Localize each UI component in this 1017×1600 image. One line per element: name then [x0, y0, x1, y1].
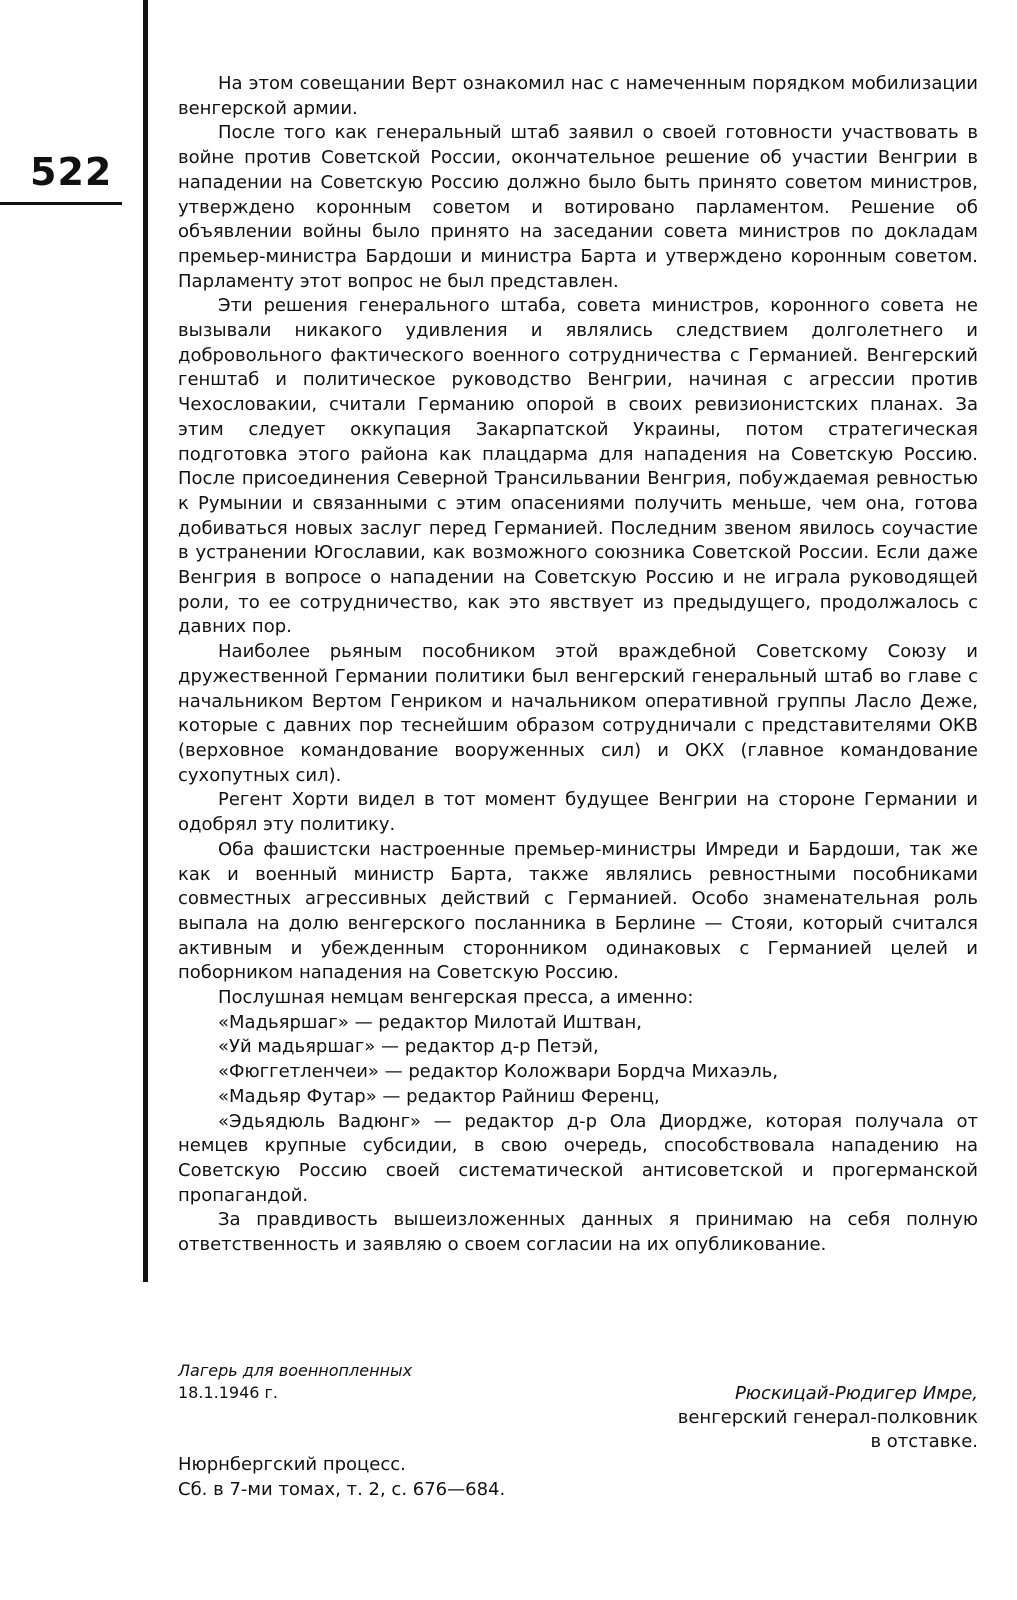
press-list-item: «Мадьяршаг» — редактор Милотай Иштван, [218, 1011, 643, 1033]
document-body [178, 72, 978, 1258]
margin-rule [143, 0, 148, 1282]
press-intro: Послушная немцам венгерская пресса, а именно: [218, 987, 694, 1009]
press-list-item: «Фюггетленчеи» — редактор Коложвари Бордча Михаэль, [218, 1061, 779, 1083]
paragraph: Оба фашистски настроенные премьер-министры Имреди и Бардоши, так же как и военный министр Барта, также являлись ревностными пособниками совместных агрессивных действий с Германией. Особо знаменательная роль выпала на долю венгерского посланника в Берлине — Стояи, который считался активным и убежденным сторонником одинаковых с Германией целей и поборником нападения на Советскую Россию. [178, 838, 978, 984]
place: Лагерь для военнопленных [178, 1361, 413, 1380]
source-line-1: Нюрнбергский процесс. [178, 1454, 406, 1475]
source-citation [178, 1452, 778, 1502]
paragraph: Наиболее рьяным пособником этой враждебной Советскому Союзу и дружественной Германии политики был венгерский генеральный штаб во главе с начальником Вертом Генриком и начальником оперативной группы Ласло Деже, которые с давних пор теснейшим образом сотрудничали с представителями ОКВ (верховное командование вооруженных сил) и ОКХ (главное командование сухопутных сил). [178, 641, 978, 786]
page-number-underline [0, 202, 122, 205]
signature-rank: венгерский генерал-полковник [677, 1407, 978, 1428]
paragraph: После того как генеральный штаб заявил о своей готовности участвовать в войне против Советской России, окончательное решение об участии Венгрии в нападении на Советскую Россию должно было быть принято советом министров, утверждено коронным советом и вотировано парламентом. Решение об объявлении войны было принято на заседании совета министров по докладам премьер-министра Бардоши и министра Барта и утверждено коронным советом. Парламенту этот вопрос не был представлен. [178, 122, 978, 292]
signature-status: в отставке. [870, 1431, 978, 1452]
press-list-item: «Уй мадьяршаг» — редактор д-р Петэй, [218, 1036, 599, 1058]
signature [558, 1382, 978, 1454]
place-date [178, 1360, 538, 1404]
press-list-item-last: «Эдьядюль Вадюнг» — редактор д-р Ола Диордже, которая получала от немцев крупные субсидии, в свою очередь, способствовала нападению на Советскую Россию своей систематической антисоветской и прогерманской пропагандой. [178, 1110, 978, 1206]
paragraph: Регент Хорти видел в тот момент будущее Венгрии на стороне Германии и одобрял эту политику. [178, 789, 978, 836]
date: 18.1.1946 г. [178, 1383, 279, 1402]
press-list-item: «Мадьяр Футар» — редактор Райниш Ференц, [218, 1085, 660, 1107]
final-statement: За правдивость вышеизложенных данных я принимаю на себя полную ответственность и заявляю о своем согласии на их опубликование. [178, 1209, 978, 1256]
paragraph: Эти решения генерального штаба, совета министров, коронного совета не вызывали никакого удивления и являлись следствием долголетнего и добровольного фактического военного сотрудничества с Германией. Венгерский генштаб и политическое руководство Венгрии, начиная с агрессии против Чехословакии, считали Германию опорой в своих ревизионистских планах. За этим следует оккупация Закарпатской Украины, потом стратегическая подготовка этого района как плацдарма для нападения на Советскую Россию. После присоединения Северной Трансильвании Венгрия, побуждаемая ревностью к Румынии и связанными с этим опасениями получить меньше, чем она, готова добиваться новых заслуг перед Германией. Последним звеном явилось соучастие в устранении Югославии, как возможного союзника Советской России. Если даже Венгрия в вопросе о нападении на Советскую Россию и не играла руководящей роли, то ее сотрудничество, как это явствует из предыдущего, продолжалось с давних пор. [178, 295, 978, 638]
paragraph: На этом совещании Верт ознакомил нас с намеченным порядком мобилизации венгерской армии. [178, 73, 978, 119]
page-number: 522 [30, 150, 113, 194]
source-line-2: Сб. в 7-ми томах, т. 2, с. 676—684. [178, 1479, 506, 1500]
signature-name: Рюскицай-Рюдигер Имре, [734, 1383, 978, 1404]
